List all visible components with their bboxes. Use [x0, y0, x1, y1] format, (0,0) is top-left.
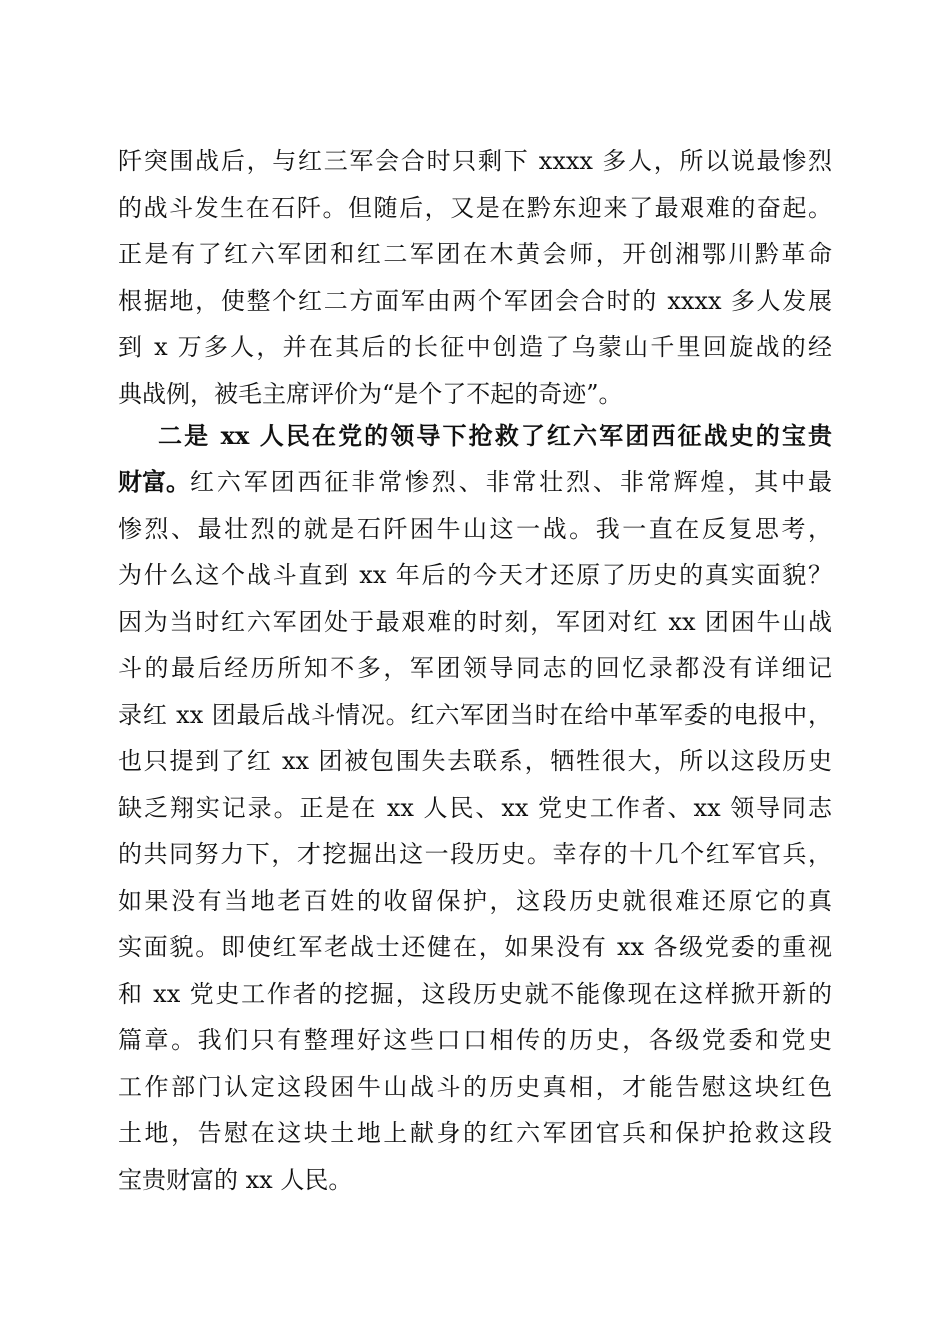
paragraph1-line: 的战斗发生在石阡。但随后，又是在黔东迎来了最艰难的奋起。 [118, 194, 832, 222]
paragraph1-line: 正是有了红六军团和红二军团在木黄会师，开创湘鄂川黔革命 [118, 240, 832, 268]
paragraph2-line: 宝贵财富的 xx 人民。 [118, 1166, 353, 1194]
paragraph2-line: 也只提到了红 xx 团被包围失去联系，牺牲很大，所以这段历史 [118, 747, 832, 775]
paragraph2-line: 土地，告慰在这块土地上献身的红六军团官兵和保护抢救这段 [118, 1119, 832, 1147]
paragraph1-line: 根据地，使整个红二方面军由两个军团会合时的 xxxx 多人发展 [118, 287, 832, 315]
paragraph2-line: 的共同努力下，才挖掘出这一段历史。幸存的十几个红军官兵， [118, 840, 832, 868]
paragraph2-line: 和 xx 党史工作者的挖掘，这段历史就不能像现在这样掀开新的 [118, 980, 832, 1008]
paragraph1-line: 到 x 万多人，并在其后的长征中创造了乌蒙山千里回旋战的经 [118, 333, 832, 361]
paragraph2-line: 录红 xx 团最后战斗情况。红六军团当时在给中革军委的电报中， [118, 701, 832, 729]
paragraph2-line: 为什么这个战斗直到 xx 年后的今天才还原了历史的真实面貌？ [118, 561, 832, 589]
paragraph1-line: 典战例，被毛主席评价为“是个了不起的奇迹”。 [118, 380, 623, 408]
paragraph2-line: 缺乏翔实记录。正是在 xx 人民、xx 党史工作者、xx 领导同志 [118, 794, 832, 822]
paragraph2-line: 因为当时红六军团处于最艰难的时刻，军团对红 xx 团困牛山战 [118, 608, 832, 636]
paragraph2-line: 惨烈、最壮烈的就是石阡困牛山这一战。我一直在反复思考， [118, 515, 832, 543]
paragraph2-heading-line: 财富。 [118, 467, 190, 496]
paragraph2-line: 红六军团西征非常惨烈、非常壮烈、非常辉煌，其中最 [190, 468, 832, 496]
paragraph2-line: 斗的最后经历所知不多，军团领导同志的回忆录都没有详细记 [118, 654, 832, 682]
paragraph2-line: 工作部门认定这段困牛山战斗的历史真相，才能告慰这块红色 [118, 1073, 832, 1101]
paragraph2-line: 如果没有当地老百姓的收留保护，这段历史就很难还原它的真 [118, 887, 832, 915]
paragraph2-line: 实面貌。即使红军老战士还健在，如果没有 xx 各级党委的重视 [118, 933, 832, 961]
paragraph1-line: 阡突围战后，与红三军会合时只剩下 xxxx 多人，所以说最惨烈 [118, 147, 832, 175]
paragraph2-heading-line: 二是 xx 人民在党的领导下抢救了红六军团西征战史的宝贵 [158, 421, 832, 450]
paragraph2-line: 篇章。我们只有整理好这些口口相传的历史，各级党委和党史 [118, 1026, 832, 1054]
